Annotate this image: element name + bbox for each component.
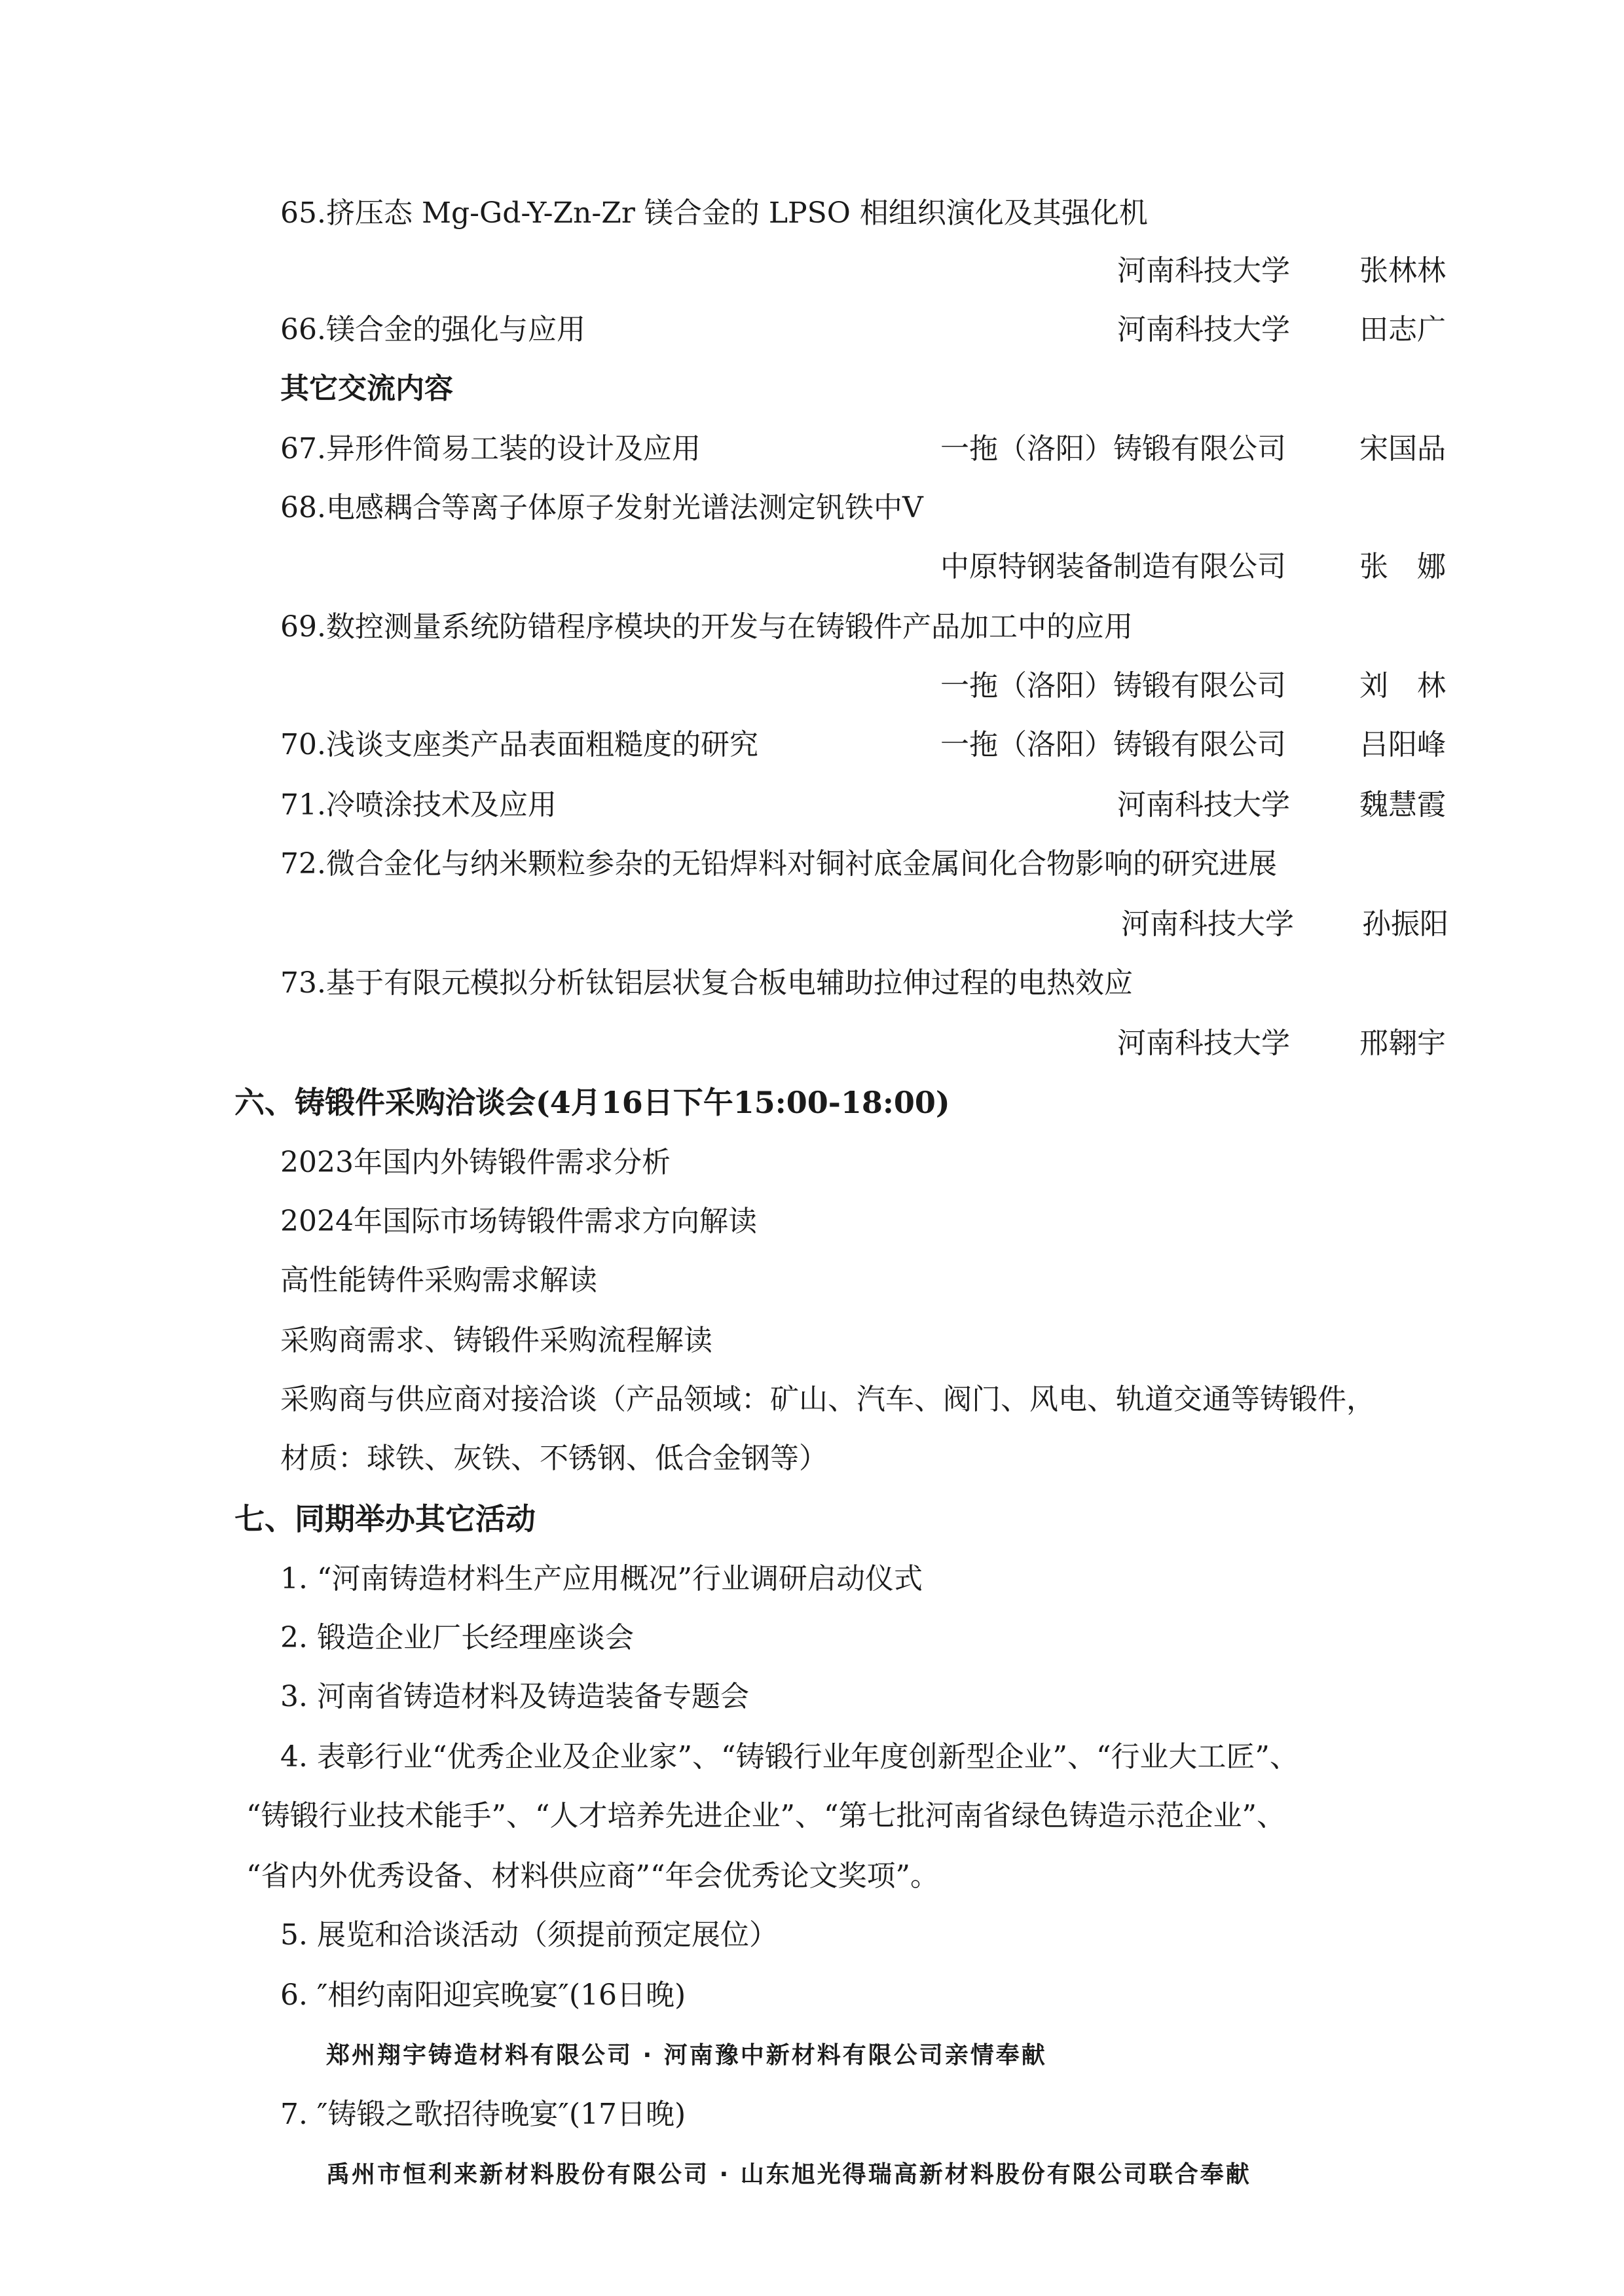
section-7-item-3: 3. 河南省铸造材料及铸造装备专题会 [280,1680,749,1713]
paper-73-title: 73.基于有限元模拟分析钛铝层状复合板电辅助拉伸过程的电热效应 [280,966,1133,1000]
paper-71-author: 魏慧霞 [1359,788,1446,822]
paper-71-org: 河南科技大学 [1117,788,1290,822]
paper-66-org: 河南科技大学 [1117,313,1290,346]
paper-70-title: 70.浅谈支座类产品表面粗糙度的研究 [280,728,758,761]
section-6-heading: 六、铸锻件采购洽谈会(4月16日下午15:00-18:00) [234,1085,950,1120]
paper-65-org: 河南科技大学 [1117,254,1290,287]
paper-72-title: 72.微合金化与纳米颗粒参杂的无铅焊料对铜衬底金属间化合物影响的研究进展 [280,847,1277,881]
paper-66-author: 田志广 [1359,313,1446,346]
paper-67-author: 宋国品 [1359,432,1446,465]
section-6-item-5-line-2: 材质：球铁、灰铁、不锈钢、低合金钢等） [280,1442,828,1475]
section-7-item-7: 7. ″铸锻之歌招待晚宴″(17日晚) [280,2098,686,2131]
section-6-item-4: 采购商需求、铸锻件采购流程解读 [280,1324,712,1357]
section-7-item-2: 2. 锻造企业厂长经理座谈会 [280,1621,634,1654]
paper-65-title: 65.挤压态 Mg-Gd-Y-Zn-Zr 镁合金的 LPSO 相组织演化及其强化机 [280,196,1148,230]
paper-72-author: 孙振阳 [1362,907,1449,941]
section-7-item-1: 1. “河南铸造材料生产应用概况”行业调研启动仪式 [280,1562,923,1595]
section-7-item-4-line-1: 4. 表彰行业“优秀企业及企业家”、“铸锻行业年度创新型企业”、“行业大工匠”、 [280,1740,1299,1774]
section-7-item-5: 5. 展览和洽谈活动（须提前预定展位） [280,1918,778,1952]
paper-65-author: 张林林 [1359,254,1446,287]
paper-69-org: 一拖（洛阳）铸锻有限公司 [940,669,1286,702]
paper-68-title: 68.电感耦合等离子体原子发射光谱法测定钒铁中V [280,491,923,524]
section-7-heading: 七、同期举办其它活动 [234,1501,536,1537]
paper-71-title: 71.冷喷涂技术及应用 [280,788,557,822]
paper-69-title: 69.数控测量系统防错程序模块的开发与在铸锻件产品加工中的应用 [280,610,1133,644]
paper-67-title: 67.异形件简易工装的设计及应用 [280,432,701,465]
sponsor-line-2: 禹州市恒利来新材料股份有限公司 · 山东旭光得瑞高新材料股份有限公司联合奉献 [326,2161,1251,2188]
paper-67-org: 一拖（洛阳）铸锻有限公司 [940,432,1286,465]
paper-66-title: 66.镁合金的强化与应用 [280,313,585,346]
sponsor-line-1: 郑州翔宇铸造材料有限公司 · 河南豫中新材料有限公司亲情奉献 [326,2042,1047,2069]
paper-73-org: 河南科技大学 [1117,1027,1290,1060]
paper-72-org: 河南科技大学 [1121,907,1294,941]
other-exchange-heading: 其它交流内容 [280,372,453,405]
section-6-item-3: 高性能铸件采购需求解读 [280,1264,597,1297]
paper-70-author: 吕阳峰 [1359,728,1446,761]
paper-68-org: 中原特钢装备制造有限公司 [940,550,1286,583]
section-6-item-1: 2023年国内外铸锻件需求分析 [280,1146,671,1179]
paper-70-org: 一拖（洛阳）铸锻有限公司 [940,728,1286,761]
section-6-item-5-line-1: 采购商与供应商对接洽谈（产品领域：矿山、汽车、阀门、风电、轨道交通等铸锻件， [280,1383,1375,1416]
section-6-item-2: 2024年国际市场铸锻件需求方向解读 [280,1205,757,1238]
paper-69-author: 刘 林 [1359,669,1446,702]
paper-68-author: 张 娜 [1359,550,1446,583]
section-7-item-6: 6. ″相约南阳迎宾晚宴″(16日晚) [280,1978,686,2012]
paper-73-author: 邢翱宇 [1359,1027,1446,1060]
section-7-item-4-line-2: “铸锻行业技术能手”、“人才培养先进企业”、“第七批河南省绿色铸造示范企业”、 [246,1799,1285,1832]
section-7-item-4-line-3: “省内外优秀设备、材料供应商”“年会优秀论文奖项”。 [246,1859,939,1893]
